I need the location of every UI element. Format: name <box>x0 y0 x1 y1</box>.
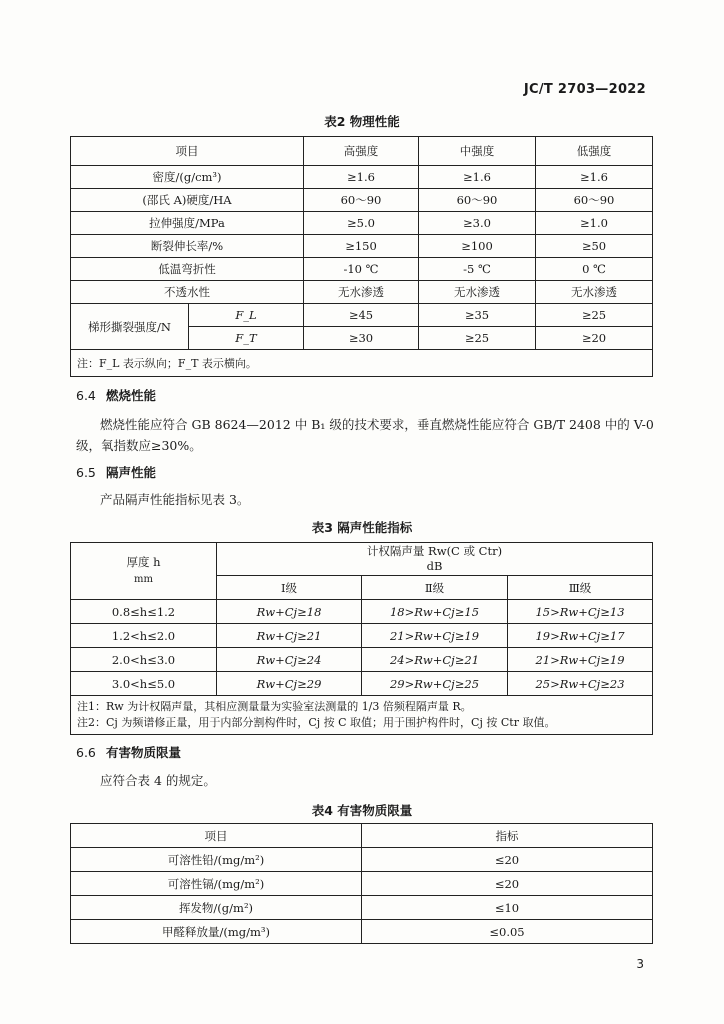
table-cell: ≥50 <box>536 235 653 258</box>
table-cell: ≥30 <box>304 327 419 350</box>
sub-label: F_T <box>189 327 304 350</box>
table-cell: 24>Rw+Cj≥21 <box>362 648 508 672</box>
table-cell: ≤20 <box>362 848 653 872</box>
table-row <box>71 304 653 327</box>
table-cell: ≥5.0 <box>304 212 419 235</box>
section-heading: 6.4 燃烧性能 <box>76 388 157 403</box>
table-note: 注1：Rw 为计权隔声量，其相应测量量为实验室法测量的 1/3 倍频程隔声量 R。 注2：Cj 为频谱修正量，用于内部分割构件时，Cj 按 C 取值；用于围护构件时，Cj 按 Ctr 取值。 <box>71 696 653 735</box>
standard-code: JC/T 2703—2022 <box>523 82 646 97</box>
row-label: 低温弯折性 <box>71 258 304 281</box>
table-note: 注：F_L 表示纵向；F_T 表示横向。 <box>71 350 653 377</box>
table-cell: ≥25 <box>536 304 653 327</box>
row-label: 可溶性铅/(mg/m²) <box>71 848 362 872</box>
table-cell: ≥45 <box>304 304 419 327</box>
table-cell: ≥1.6 <box>419 166 536 189</box>
table-row <box>71 258 653 281</box>
row-label: 密度/(g/cm³) <box>71 166 304 189</box>
row-label: 断裂伸长率/% <box>71 235 304 258</box>
table-row <box>71 672 653 696</box>
table3-caption: 表3 隔声性能指标 <box>311 520 413 535</box>
section-heading: 6.6 有害物质限量 <box>76 745 182 760</box>
row-label: 梯形撕裂强度/N <box>71 304 189 350</box>
table-cell: ≤0.05 <box>362 920 653 944</box>
table-row <box>71 848 653 872</box>
row-label: 2.0<h≤3.0 <box>71 648 217 672</box>
table-cell: 60～90 <box>536 189 653 212</box>
table-cell: ≥100 <box>419 235 536 258</box>
table-header-row <box>71 543 653 576</box>
table-cell: 无水渗透 <box>536 281 653 304</box>
table-cell: Rw+Cj≥18 <box>217 600 362 624</box>
table-row <box>71 166 653 189</box>
table-cell: 15>Rw+Cj≥13 <box>508 600 653 624</box>
paragraph: 应符合表 4 的规定。 <box>100 773 216 788</box>
table2-caption: 表2 物理性能 <box>324 114 400 129</box>
table-cell: ≥35 <box>419 304 536 327</box>
table-cell: ≥1.6 <box>304 166 419 189</box>
sound-insulation-table <box>70 542 653 735</box>
table-cell: ≥3.0 <box>419 212 536 235</box>
table-cell: 无水渗透 <box>304 281 419 304</box>
row-label: 3.0<h≤5.0 <box>71 672 217 696</box>
table4-caption: 表4 有害物质限量 <box>311 803 413 818</box>
physical-properties-table <box>70 136 653 377</box>
table-cell: ≥1.0 <box>536 212 653 235</box>
table-cell: ≥150 <box>304 235 419 258</box>
column-header: 中强度 <box>419 137 536 166</box>
column-header: 高强度 <box>304 137 419 166</box>
sub-label: F_L <box>189 304 304 327</box>
table-row <box>71 189 653 212</box>
table-cell: ≤20 <box>362 872 653 896</box>
column-header: Ⅰ级 <box>217 576 362 600</box>
table-row <box>71 235 653 258</box>
column-header: Ⅱ级 <box>362 576 508 600</box>
table-note-row <box>71 350 653 377</box>
table-cell: ≥1.6 <box>536 166 653 189</box>
table-cell: 无水渗透 <box>419 281 536 304</box>
page-number: 3 <box>636 957 644 971</box>
row-label: 不透水性 <box>71 281 304 304</box>
paragraph: 产品隔声性能指标见表 3。 <box>100 492 250 507</box>
table-cell: 21>Rw+Cj≥19 <box>508 648 653 672</box>
table-row <box>71 624 653 648</box>
row-label: 甲醛释放量/(mg/m³) <box>71 920 362 944</box>
table-cell: 60～90 <box>419 189 536 212</box>
table-cell: 0 ℃ <box>536 258 653 281</box>
table-cell: 60～90 <box>304 189 419 212</box>
table-cell: -5 ℃ <box>419 258 536 281</box>
table-cell: -10 ℃ <box>304 258 419 281</box>
table-header-row <box>71 824 653 848</box>
row-label: 拉伸强度/MPa <box>71 212 304 235</box>
row-label: (邵氏 A)硬度/HA <box>71 189 304 212</box>
row-label: 0.8≤h≤1.2 <box>71 600 217 624</box>
table-cell: Rw+Cj≥29 <box>217 672 362 696</box>
table-row <box>71 212 653 235</box>
table-cell: ≤10 <box>362 896 653 920</box>
column-header: 厚度 h mm <box>71 543 217 600</box>
table-note-row <box>71 696 653 735</box>
table-cell: 18>Rw+Cj≥15 <box>362 600 508 624</box>
column-header: 项目 <box>71 137 304 166</box>
table-cell: Rw+Cj≥21 <box>217 624 362 648</box>
table-cell: 29>Rw+Cj≥25 <box>362 672 508 696</box>
column-header: 低强度 <box>536 137 653 166</box>
table-row <box>71 920 653 944</box>
column-header: 项目 <box>71 824 362 848</box>
section-heading: 6.5 隔声性能 <box>76 465 157 480</box>
column-header: Ⅲ级 <box>508 576 653 600</box>
table-row <box>71 896 653 920</box>
table-row <box>71 281 653 304</box>
table-cell: 19>Rw+Cj≥17 <box>508 624 653 648</box>
row-label: 可溶性镉/(mg/m²) <box>71 872 362 896</box>
column-header: 指标 <box>362 824 653 848</box>
table-cell: 21>Rw+Cj≥19 <box>362 624 508 648</box>
table-cell: ≥25 <box>419 327 536 350</box>
table-row <box>71 872 653 896</box>
table-row <box>71 648 653 672</box>
row-label: 1.2<h≤2.0 <box>71 624 217 648</box>
table-cell: Rw+Cj≥24 <box>217 648 362 672</box>
table-header-row <box>71 137 653 166</box>
hazardous-substances-table <box>70 823 653 944</box>
row-label: 挥发物/(g/m²) <box>71 896 362 920</box>
paragraph: 燃烧性能应符合 GB 8624—2012 中 B₁ 级的技术要求，垂直燃烧性能应符合 GB/T 2408 中的 V-0 级，氧指数应≥30%。 <box>76 417 654 453</box>
table-row <box>71 600 653 624</box>
table-cell: 25>Rw+Cj≥23 <box>508 672 653 696</box>
column-group-header: 计权隔声量 Rw(C 或 Ctr) dB <box>217 543 653 576</box>
table-cell: ≥20 <box>536 327 653 350</box>
